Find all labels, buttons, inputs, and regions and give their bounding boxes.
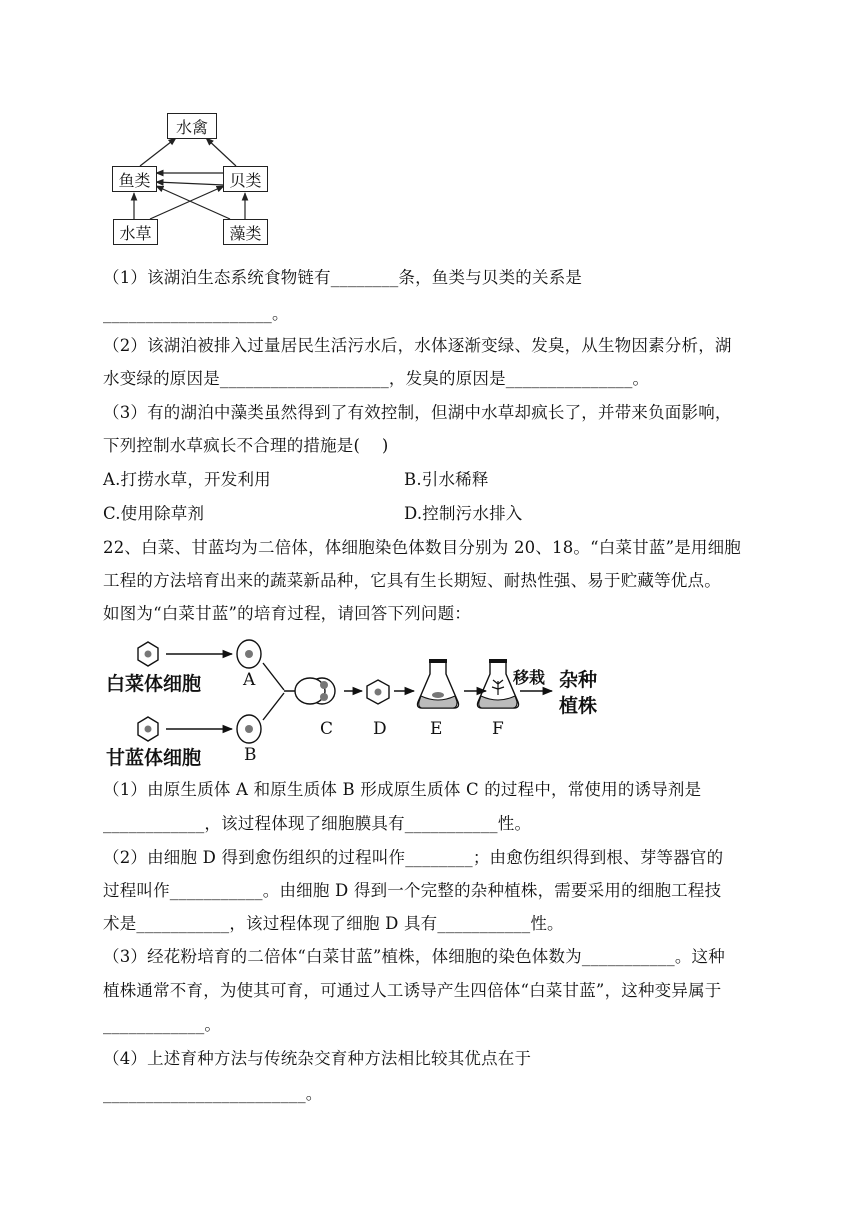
node-shellfish: 贝类: [223, 166, 268, 192]
node-water-grass: 水草: [113, 219, 158, 245]
q21-option-c: C.使用除草剂: [103, 504, 205, 523]
q22-part2-line2: 过程叫作___________。由细胞 D 得到一个完整的杂种植株，需要采用的细胞工程技: [103, 881, 722, 900]
q21-part2-line2: 水变绿的原因是____________________，发臭的原因是_______________。: [103, 369, 650, 388]
hybrid-cell-d-icon: [367, 680, 389, 704]
q22-part2-line3: 术是___________，该过程体现了细胞 D 具有___________性。: [103, 914, 564, 933]
node-waterfowl: 水禽: [167, 113, 217, 139]
q21-part2-line1: （2）该湖泊被排入过量居民生活污水后，水体逐渐变绿、发臭，从生物因素分析，湖: [103, 336, 732, 355]
q21-option-d: D.控制污水排入: [404, 504, 523, 523]
q22-part3-line3: ____________。: [103, 1015, 222, 1034]
q21-option-a: A.打捞水草，开发利用: [103, 470, 271, 489]
label-e: E: [430, 719, 443, 739]
q22-part3-line1: （3）经花粉培育的二倍体“白菜甘蓝”植株，体细胞的染色体数为___________。这种: [103, 947, 725, 966]
q21-option-b: B.引水稀释: [404, 470, 489, 489]
q21-part3-line2: 下列控制水草疯长不合理的措施是( ): [103, 436, 389, 455]
protoplast-a-icon: [237, 640, 261, 668]
node-algae: 藻类: [223, 219, 268, 245]
q22-part1-line2: ____________，该过程体现了细胞膜具有___________性。: [103, 814, 532, 833]
label-c: C: [320, 719, 334, 739]
hybrid-plant-label-line2: 植株: [559, 695, 598, 717]
merge-line-a: [263, 663, 284, 690]
label-d: D: [373, 719, 387, 739]
q22-intro-line3: 如图为“白菜甘蓝”的培育过程，请回答下列问题：: [103, 604, 471, 623]
fused-protoplast-c-icon: [295, 678, 335, 704]
culture-flask-e-icon: [418, 659, 459, 708]
q22-intro-line1: 22、白菜、甘蓝均为二倍体，体细胞染色体数目分别为 20、18。“白菜甘蓝”是用细胞: [103, 538, 742, 557]
q22-intro-line2: 工程的方法培育出来的蔬菜新品种，它具有生长期短、耐热性强、易于贮藏等优点。: [103, 571, 721, 590]
cabbage-cell-label: 白菜体细胞: [106, 673, 202, 695]
label-b: B: [244, 745, 257, 765]
kale-cell-label: 甘蓝体细胞: [106, 747, 202, 769]
merge-line-b: [263, 693, 284, 720]
q22-part2-line1: （2）由细胞 D 得到愈伤组织的过程叫作________；由愈伤组织得到根、芽等器官的: [103, 848, 724, 867]
q22-part4-line2: ________________________。: [103, 1084, 323, 1103]
label-f: F: [492, 719, 504, 739]
hybrid-plant-label-line1: 杂种: [559, 669, 598, 691]
kale-cell-icon: [138, 717, 158, 741]
q22-part1-line1: （1）由原生质体 A 和原生质体 B 形成原生质体 C 的过程中，常使用的诱导剂是: [103, 780, 702, 799]
transplant-label: 移栽: [513, 668, 546, 687]
q21-part1-line2: ____________________。: [103, 304, 289, 323]
cabbage-cell-icon: [138, 642, 158, 666]
label-a: A: [243, 670, 256, 690]
q22-part4-line1: （4）上述育种方法与传统杂交育种方法相比较其优点在于: [103, 1049, 532, 1068]
node-fish: 鱼类: [112, 166, 157, 192]
q22-part3-line2: 植株通常不育，为使其可育，可通过人工诱导产生四倍体“白菜甘蓝”，这种变异属于: [103, 981, 722, 1000]
food-web-arrows: [0, 0, 300, 250]
protoplast-b-icon: [237, 715, 261, 743]
q21-part1-line1: （1）该湖泊生态系统食物链有________条，鱼类与贝类的关系是: [103, 268, 583, 287]
q21-part3-line1: （3）有的湖泊中藻类虽然得到了有效控制，但湖中水草却疯长了，并带来负面影响，: [103, 403, 732, 422]
